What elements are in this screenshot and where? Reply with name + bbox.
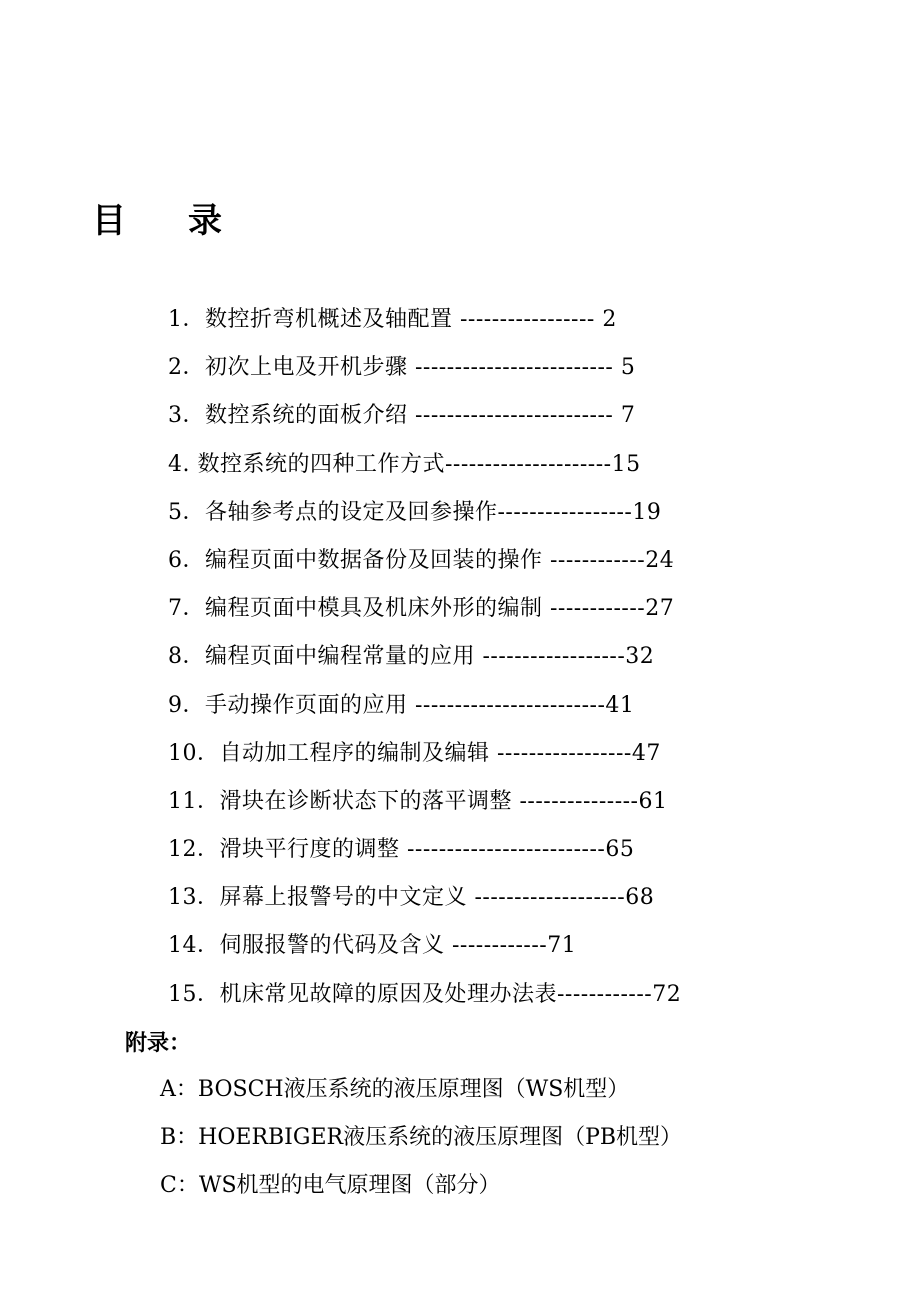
- toc-list: [168, 298, 768, 1021]
- toc-entry: [168, 298, 768, 346]
- toc-entry-text: 1．数控折弯机概述及轴配置 ----------------- 2: [168, 307, 617, 332]
- toc-entry-text: 6．编程页面中数据备份及回装的操作 ------------24: [168, 547, 675, 573]
- toc-entry: [168, 924, 768, 972]
- toc-entry: [168, 491, 768, 539]
- toc-entry-text: 3．数控系统的面板介绍 ------------------------- 7: [168, 403, 636, 429]
- appendix-item: B：HOERBIGER液压系统的液压原理图（PB机型）: [160, 1125, 683, 1151]
- toc-entry-text: 5．各轴参考点的设定及回参操作-----------------19: [168, 499, 662, 525]
- toc-entry: [168, 876, 768, 924]
- toc-entry: [168, 443, 768, 491]
- toc-entry: [168, 635, 768, 683]
- toc-entry-text: 11．滑块在诊断状态下的落平调整 ---------------61: [168, 788, 668, 814]
- toc-entry-text: 12．滑块平行度的调整 -------------------------65: [168, 837, 635, 863]
- toc-entry: [168, 732, 768, 780]
- toc-entry-text: 4. 数控系统的四种工作方式---------------------15: [168, 451, 641, 477]
- toc-entry: [168, 973, 768, 1021]
- toc-entry-text: 10．自动加工程序的编制及编辑 -----------------47: [168, 740, 661, 766]
- toc-entry: [168, 684, 768, 732]
- toc-entry: [168, 539, 768, 587]
- toc-entry-text: 9．手动操作页面的应用 ------------------------41: [168, 692, 635, 718]
- toc-title: 目录: [92, 201, 284, 241]
- toc-entry-text: 15．机床常见故障的原因及处理办法表------------72: [168, 981, 682, 1007]
- toc-entry-text: 13．屏幕上报警号的中文定义 -------------------68: [168, 885, 655, 911]
- appendix-title: 附录：: [125, 1030, 192, 1056]
- toc-entry: [168, 587, 768, 635]
- toc-entry-text: 7．编程页面中模具及机床外形的编制 ------------27: [168, 596, 675, 622]
- toc-entry-text: 2．初次上电及开机步骤 ------------------------- 5: [168, 355, 636, 381]
- toc-entry: [168, 346, 768, 394]
- appendix-item: C：WS机型的电气原理图（部分）: [160, 1173, 501, 1199]
- toc-entry: [168, 828, 768, 876]
- toc-entry-text: 14．伺服报警的代码及含义 ------------71: [168, 933, 577, 959]
- toc-entry: [168, 394, 768, 442]
- appendix-item: A：BOSCH液压系统的液压原理图（WS机型）: [160, 1077, 630, 1102]
- toc-entry-text: 8．编程页面中编程常量的应用 ------------------32: [168, 644, 655, 670]
- toc-entry: [168, 780, 768, 828]
- appendix-list: [160, 1068, 860, 1213]
